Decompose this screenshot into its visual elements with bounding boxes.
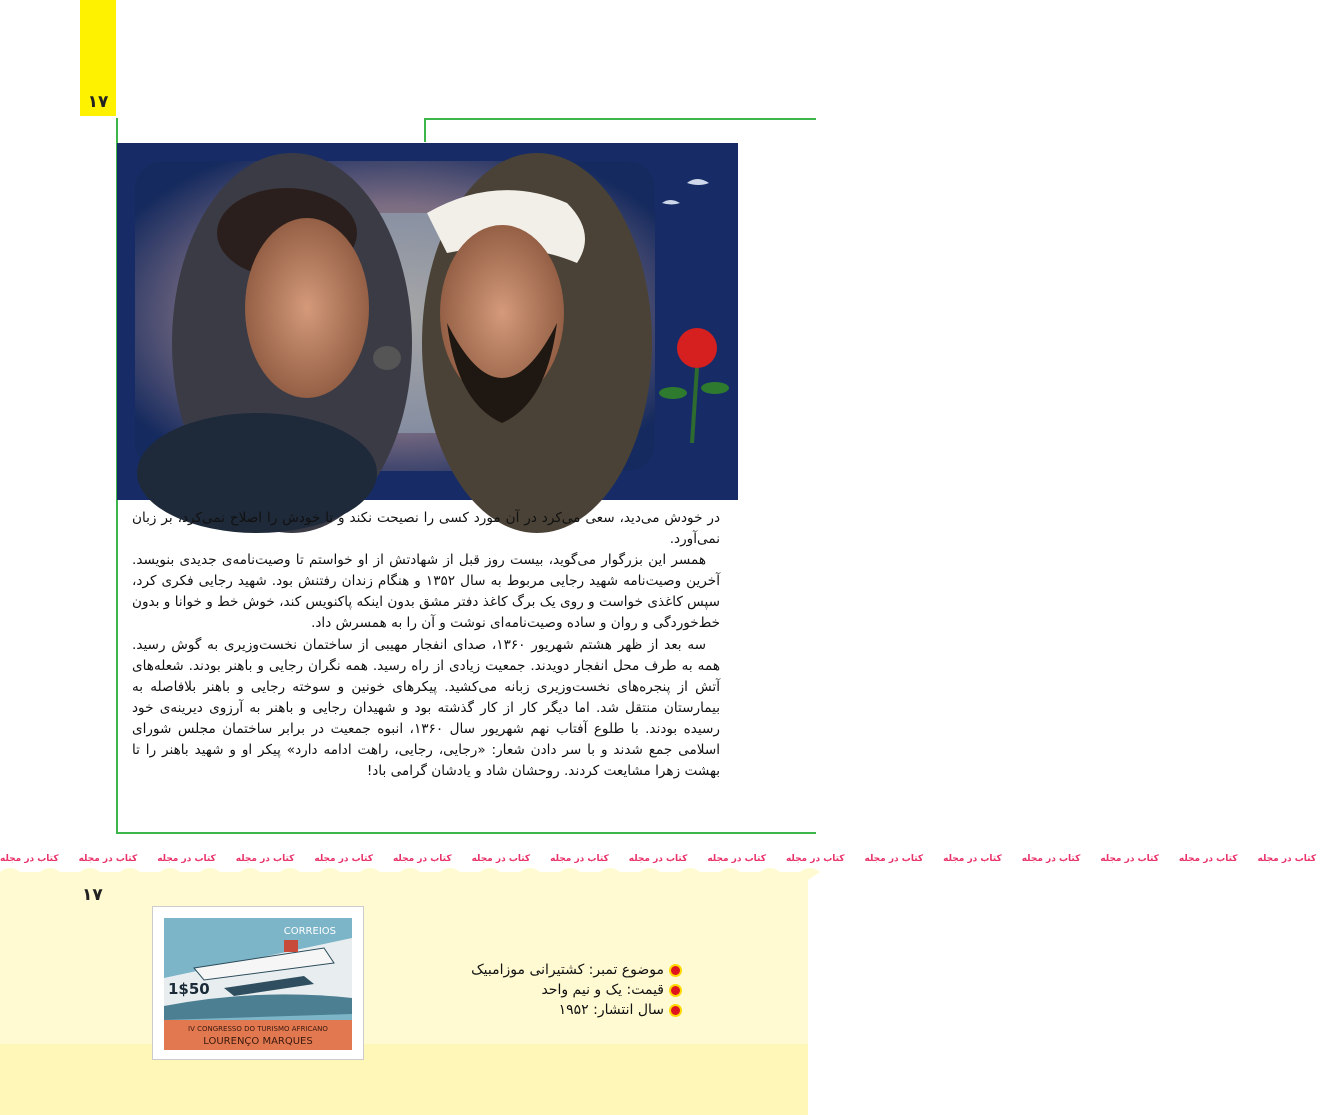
stamp-caption-1: IV CONGRESSO DO TURISMO AFRICANO (188, 1025, 328, 1033)
bullet-icon (671, 1006, 680, 1015)
strip-label: کتاب در مجله (1100, 854, 1159, 864)
strip-label: کتاب در مجله (1178, 854, 1238, 864)
stamp-section (0, 872, 808, 1115)
stamp-caption-2: LOURENÇO MARQUES (203, 1036, 313, 1047)
article-photo (117, 143, 738, 500)
photo-illustration (117, 143, 738, 500)
strip-label: کتاب در مجله (1257, 854, 1317, 864)
strip-label: کتاب در مجله (392, 854, 452, 864)
article-paragraph: همسر این بزرگوار می‌گوید، بیست روز قبل از شهادتش از او خواستم تا وصیت‌نامه‌ی جدیدی بنویسد. آخرین وصیت‌نامه شهید رجایی مربوط به سال ۱۳۵۲ و هنگام زندان رفتنش بود. شهید رجایی فکری کرد، سپس کاغذی خواست و روی یک برگ کاغذ دفتر مشق بدون اینکه پاکنویس کند، خوش خط و خوانا و بدون خط‌خوردگی و روان و ساده وصیت‌نامه‌ای نوشت و آن را به همسرش داد. (132, 552, 720, 632)
stamp-info-text: قیمت: یک و نیم واحد (541, 982, 664, 998)
strip-label: کتاب در مجله (157, 854, 216, 864)
stamp-artwork (164, 918, 352, 1050)
bullet-icon (671, 966, 680, 975)
strip-label: کتاب در مجله (785, 854, 845, 864)
page-number-bottom: ۱۷ (82, 885, 103, 905)
strip-label: کتاب در مجله (628, 854, 688, 864)
strip-label: کتاب در مجله (1021, 854, 1081, 864)
strip-label: کتاب در مجله (707, 854, 766, 864)
strip-label: کتاب در مجله (550, 854, 609, 864)
strip-label: کتاب در مجله (0, 854, 59, 864)
page-number-top: ۱۷ (87, 92, 109, 112)
article-paragraph: در خودش می‌دید، سعی می‌کرد در آن مورد کسی را نصیحت نکند و تا خودش را اصلاح نمی‌کرد، بر زبان نمی‌آورد. (132, 510, 720, 548)
stamp-info-item (460, 1000, 680, 1020)
stamp-value: 1$50 (168, 980, 210, 998)
strip-label: کتاب در مجله (471, 854, 531, 864)
ship-illustration (164, 918, 352, 1050)
strip-label: کتاب در مجله (78, 854, 138, 864)
strip-label: کتاب در مجله (943, 854, 1002, 864)
stamp-country: CORREIOS (283, 926, 336, 937)
article-body (132, 508, 720, 782)
bullet-icon (671, 986, 680, 995)
strip-label: کتاب در مجله (235, 854, 295, 864)
lower-band (0, 1044, 808, 1115)
wavy-top-edge (0, 864, 808, 880)
stamp-info-item (460, 960, 680, 980)
postage-stamp (152, 906, 364, 1060)
stamp-info-list (460, 960, 680, 1020)
article-paragraph: سه بعد از ظهر هشتم شهریور ۱۳۶۰، صدای انفجار مهیبی از ساختمان نخست‌وزیری به گوش رسید. همه به طرف محل انفجار دویدند. جمعیت زیادی از راه رسید. همه نگران رجایی و باهنر بودند. شعله‌های آتش از پنجره‌های نخست‌وزیری زبانه می‌کشید. پیکرهای خونین و سوخته رجایی و باهنر بلافاصله به بیمارستان منتقل شد. اما دیگر کار از کار گذشته بود و شهیدان رجایی و باهنر به آرزوی دیرینه‌ی خود رسیده بودند. با طلوع آفتاب نهم شهریور سال ۱۳۶۰، انبوه جمعیت در برابر ساختمان مجلس شورای اسلامی جمع شدند و با سر دادن شعار: «رجایی، رجایی، راهت ادامه دارد» پیکر او و شهید باهنر را تا بهشت زهرا مشایعت کردند. روحشان شاد و یادشان گرامی باد! (132, 636, 720, 780)
strip-label: کتاب در مجله (314, 854, 373, 864)
stamp-info-text: موضوع تمبر: کشتیرانی موزامبیک (471, 962, 664, 978)
stamp-info-text: سال انتشار: ۱۹۵۲ (558, 1002, 664, 1018)
stamp-info-item (460, 980, 680, 1000)
strip-label: کتاب در مجله (864, 854, 924, 864)
